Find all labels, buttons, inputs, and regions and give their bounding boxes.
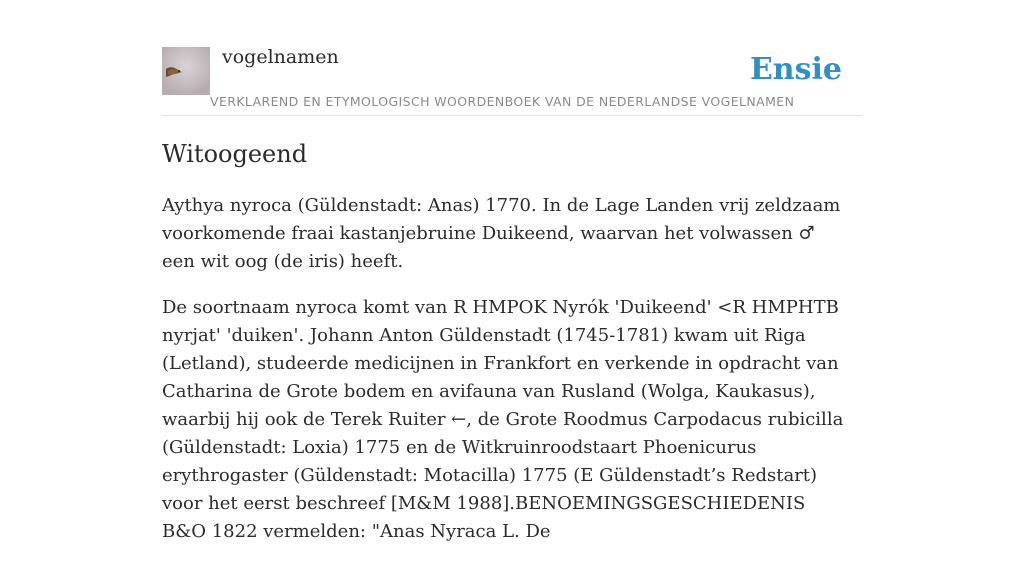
site-name-link[interactable]: vogelnamen (222, 46, 339, 68)
brand-logo-link[interactable]: Ensie (749, 52, 842, 87)
header-divider (162, 115, 862, 116)
site-tagline: VERKLAREND EN ETYMOLOGISCH WOORDENBOEK VAN DE NEDERLANDSE VOGELNAMEN (210, 94, 795, 109)
page-title: Witoogeend (162, 140, 308, 168)
site-header (162, 46, 862, 116)
bird-photo-avatar-icon (162, 47, 210, 95)
article-body (162, 192, 850, 564)
article-paragraph: Aythya nyroca (Güldenstadt: Anas) 1770. In de Lage Landen vrij zeldzaam voorkomende fraai kastanjebruine Duikeend, waarvan het volwassen ♂ een wit oog (de iris) heeft. (162, 195, 841, 272)
avatar[interactable] (162, 47, 210, 95)
article-paragraph: De soortnaam nyroca komt van R HMPOK Nyrók 'Duikeend' <R HMPHTB nyrjat' 'duiken'. Johann Anton Güldenstadt (1745-1781) kwam uit Riga (Letland), studeerde medicijnen in Frankfort en verkende in opdracht van Catharina de Grote bodem en avifauna van Rusland (Wolga, Kaukasus), waarbij hij ook de Terek Ruiter ←, de Grote Roodmus Carpodacus rubicilla (Güldenstadt: Loxia) 1775 en de Witkruinroodstaart Phoenicurus erythrogaster (Güldenstadt: Motacilla) 1775 (E Güldenstadt’s Redstart) voor het eerst beschreef [M&M 1988].BENOEMINGSGESCHIEDENIS B&O 1822 vermelden: "Anas Nyraca L. De (162, 297, 844, 542)
